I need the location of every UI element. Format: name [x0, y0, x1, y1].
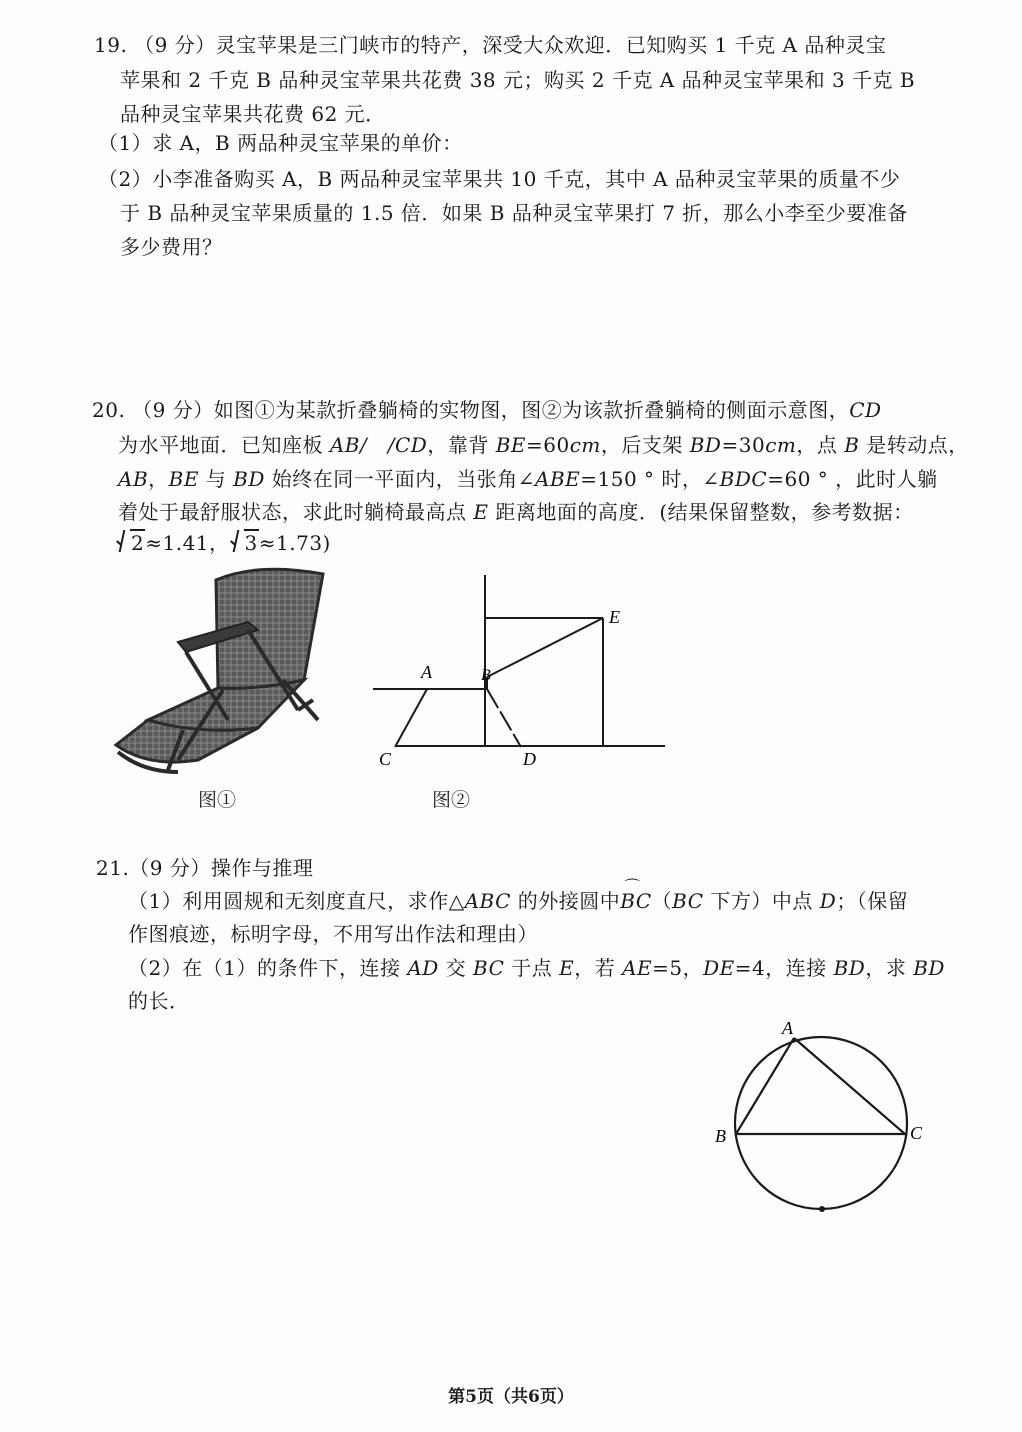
q20-text: cm — [569, 433, 601, 457]
q20-text: CD — [849, 398, 882, 422]
q20-line-4 — [118, 497, 914, 527]
q19-part-2-line-2: 于 B 品种灵宝苹果质量的 1.5 倍．如果 B 品种灵宝苹果打 7 折，那么小李至少要准备 — [120, 201, 908, 225]
q21-text: （2）在（1）的条件下，连接 — [128, 956, 408, 980]
q21-text: 的外接圆中 — [510, 889, 621, 913]
q19-line-1: 19. （9 分）灵宝苹果是三门峡市的特产，深受大众欢迎．已知购买 1 千克 A 品种灵宝 — [94, 33, 887, 57]
q21-text: ；（保留 — [836, 889, 909, 913]
q20-text: ≈1.41， — [145, 531, 230, 555]
page-footer: 第5页（共6页） — [448, 1387, 574, 1407]
q19-line-2: 苹果和 2 千克 B 品种灵宝苹果共花费 38 元；购买 2 千克 A 品种灵宝苹果和 3 千克 B — [120, 68, 916, 92]
sqrt-radicand: 3 — [244, 531, 258, 555]
q21-text: BC — [473, 956, 505, 980]
q20-text: =150 ° 时，∠ — [580, 467, 720, 491]
q21-text: 于点 — [504, 956, 560, 980]
q20-text: B — [844, 433, 860, 457]
q20-line-2 — [118, 430, 969, 460]
q21-text: D — [819, 889, 837, 913]
q21-part-1-line-2: 作图痕迹，标明字母，不用写出作法和理由） — [128, 922, 538, 946]
q19-part-1: （1）求 A，B 两品种灵宝苹果的单价： — [98, 131, 463, 155]
circumcircle-diagram — [710, 1015, 940, 1220]
q21-part-2-line-2: 的长． — [128, 989, 190, 1013]
label-e: E — [609, 607, 620, 627]
segment-bd — [487, 689, 521, 747]
q21-text: BC — [672, 889, 704, 913]
q21-text: =5， — [652, 956, 704, 980]
q20-text: ≈1.73) — [258, 531, 331, 555]
q20-text: ABE — [535, 467, 581, 491]
q21-text: （ — [651, 889, 673, 913]
q20-text: AB/ /CD — [329, 433, 428, 457]
q19-part-2-line-3: 多少费用？ — [120, 235, 223, 259]
q20-text: 为水平地面．已知座板 — [118, 433, 330, 457]
q21-text: E — [559, 956, 575, 980]
q21-part-2-line-1 — [128, 953, 945, 983]
q20-text: E — [473, 500, 489, 524]
q21-part-1-line-1 — [128, 886, 908, 916]
label-a: A — [421, 662, 432, 682]
q21-text: AE — [622, 956, 653, 980]
q20-text: ，靠背 — [427, 433, 496, 457]
q21-text: 下方）中点 — [703, 889, 820, 913]
q20-text: =30 — [721, 433, 766, 457]
label-b: B — [715, 1126, 726, 1146]
q21-text: ，若 — [574, 956, 623, 980]
q20-text: 始终在同一平面内，当张角∠ — [264, 467, 536, 491]
q20-text: 20. （9 分）如图①为某款折叠躺椅的实物图，图②为该款折叠躺椅的侧面示意图， — [92, 398, 850, 422]
q19-line-3: 品种灵宝苹果共花费 62 元． — [120, 102, 386, 126]
q20-text: ， — [148, 467, 169, 491]
q21-text: 交 — [438, 956, 474, 980]
q20-text: BD — [689, 433, 722, 457]
q20-line-5 — [116, 528, 331, 558]
label-b: B — [481, 667, 491, 684]
q21-text: AD — [407, 956, 439, 980]
q20-text: cm — [765, 433, 797, 457]
q20-line-1 — [92, 395, 882, 425]
q20-text: ，点 — [796, 433, 845, 457]
q21-text: ABC — [464, 889, 511, 913]
q20-line-3 — [118, 464, 938, 494]
segment-be — [487, 618, 603, 677]
segment-ac — [395, 689, 427, 747]
sqrt-symbol — [230, 528, 259, 558]
q20-text: ，后支架 — [600, 433, 690, 457]
label-c: C — [910, 1123, 923, 1143]
q20-text: BDC — [719, 467, 768, 491]
q21-title: 21.（9 分）操作与推理 — [96, 856, 314, 880]
q20-text: 是转动点， — [859, 433, 969, 457]
q20-text: =60 ° ，此时人躺 — [767, 467, 938, 491]
figure-2-caption: 图② — [432, 789, 471, 811]
folding-chair-photo — [108, 560, 338, 780]
q20-text: =60 — [525, 433, 570, 457]
q20-text: 与 — [198, 467, 234, 491]
q21-text: =4，连接 — [734, 956, 834, 980]
figure-1-caption: 图① — [198, 789, 237, 811]
label-c: C — [379, 749, 392, 769]
dot-marker — [819, 1206, 825, 1212]
q20-text: BE — [168, 467, 199, 491]
q20-text: AB — [118, 467, 149, 491]
q21-text: DE — [703, 956, 735, 980]
label-a: A — [782, 1018, 793, 1038]
q20-text: BE — [495, 433, 526, 457]
q20-text: BD — [233, 467, 265, 491]
label-d: D — [523, 749, 536, 769]
q20-text: 距离地面的高度．(结果保留整数，参考数据： — [488, 500, 914, 524]
sqrt-radicand: 2 — [131, 531, 145, 555]
q21-text: BD — [833, 956, 866, 980]
q19-part-2-line-1: （2）小李准备购买 A，B 两品种灵宝苹果共 10 千克，其中 A 品种灵宝苹果的质量不少 — [98, 167, 901, 191]
arc-bc: ⌒ BC — [620, 886, 651, 916]
q21-text: （1）利用圆规和无刻度直尺，求作△ — [128, 889, 465, 913]
q20-text: 着处于最舒服状态，求此时躺椅最高点 — [118, 500, 474, 524]
chair-side-diagram — [365, 565, 675, 775]
q21-text: ，求 — [865, 956, 914, 980]
sqrt-symbol — [116, 528, 145, 558]
q21-text: BD — [913, 956, 945, 980]
triangle-abc — [736, 1038, 905, 1134]
